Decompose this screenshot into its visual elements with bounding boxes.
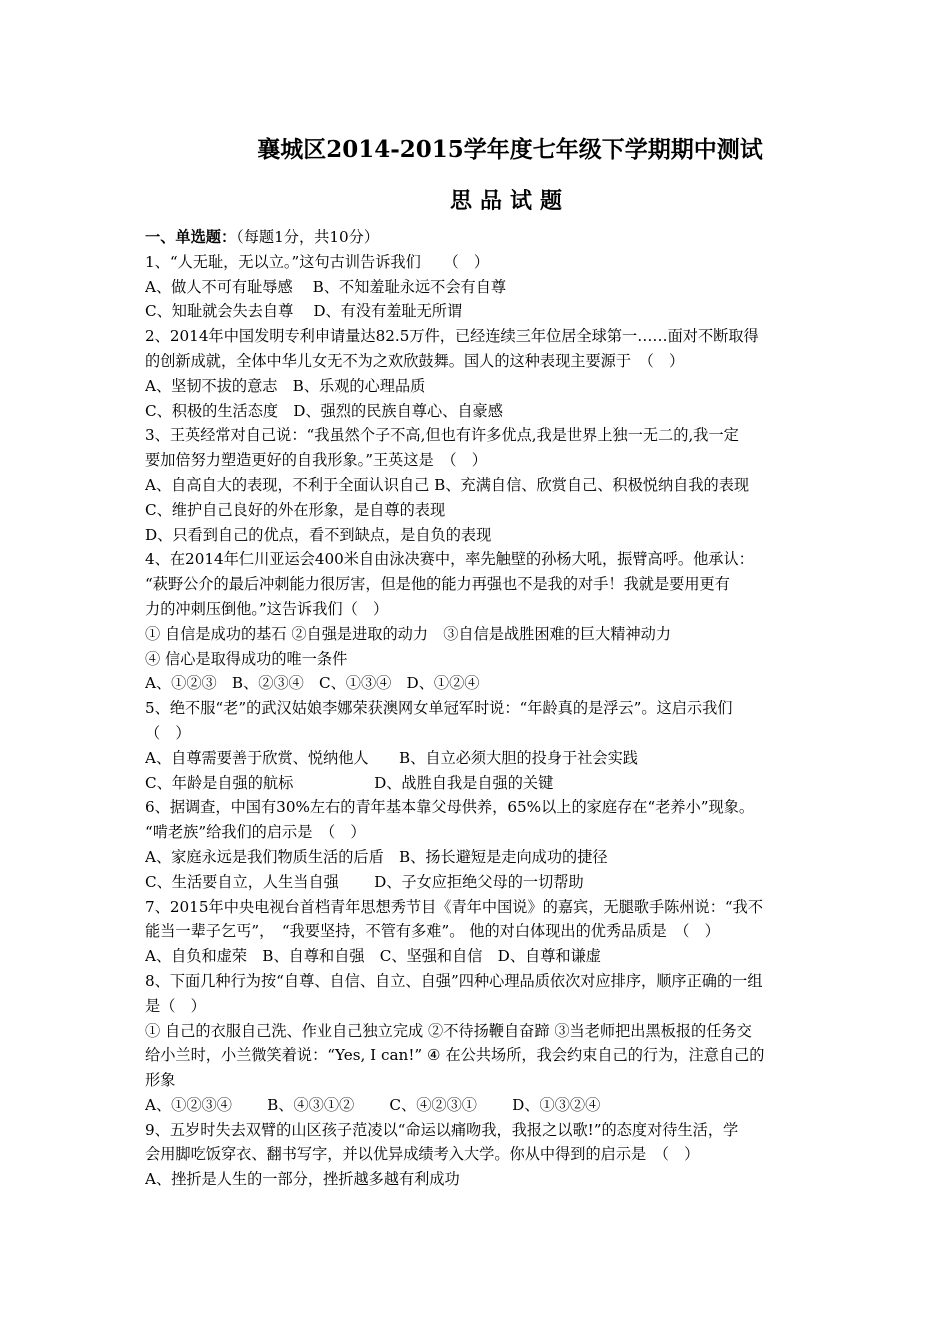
text-line: 能当一辈子乞丐”， “我要坚持，不管有多难”。 他的对白体现出的优秀品质是 （ ）	[145, 922, 720, 941]
section-heading	[145, 225, 810, 250]
text-line: “萩野公介的最后冲刺能力很厉害，但是他的能力再强也不是我的对手！我就是要用更有	[145, 575, 730, 594]
text-line: 8、下面几种行为按“自尊、自信、自立、自强”四种心理品质依次对应排序，顺序正确的一组	[145, 971, 763, 990]
text-line: 的创新成就，全体中华儿女无不为之欢欣鼓舞。国人的这种表现主要源于 （ ）	[145, 351, 685, 370]
text-line: C、维护自己良好的外在形象，是自尊的表现	[145, 500, 446, 519]
text-line: C、积极的生活态度 D、强烈的民族自尊心、自豪感	[145, 401, 503, 420]
text-line: （ ）	[145, 723, 191, 742]
text-line: A、①②③ B、②③④ C、①③④ D、①②④	[145, 674, 480, 693]
text-line: 2、2014年中国发明专利申请量达82.5万件，已经连续三年位居全球第一……面对不断取得	[145, 327, 759, 346]
text-line: A、坚韧不拔的意志 B、乐观的心理品质	[145, 376, 426, 395]
text-line: 要加倍努力塑造更好的自我形象。”王英这是 （ ）	[145, 451, 487, 470]
exam-title: 襄城区2014-2015学年度七年级下学期期中测试	[257, 136, 763, 163]
text-line: A、自尊需要善于欣赏、悦纳他人 B、自立必须大胆的投身于社会实践	[145, 748, 638, 767]
text-line: A、自负和虚荣 B、自尊和自强 C、坚强和自信 D、自尊和谦虚	[145, 947, 601, 966]
text-line: A、自高自大的表现，不利于全面认识自己 B、充满自信、欣赏自己、积极悦纳自我的表现	[145, 475, 750, 494]
text-line: 6、据调查，中国有30%左右的青年基本靠父母供养，65%以上的家庭存在“老养小”现象。	[145, 798, 755, 817]
text-line: 力的冲刺压倒他。”这告诉我们（ ）	[145, 599, 389, 618]
text-line: ① 自信是成功的基石 ②自强是进取的动力 ③自信是战胜困难的巨大精神动力	[145, 624, 672, 643]
text-line: 5、绝不服“老”的武汉姑娘李娜荣获澳网女单冠军时说：“年龄真的是浮云”。这启示我们	[145, 699, 733, 718]
text-line: 是（ ）	[145, 996, 206, 1015]
text-line: 1、“人无耻，无以立。”这句古训告诉我们 （ ）	[145, 252, 490, 271]
text-line: A、家庭永远是我们物质生活的后盾 B、扬长避短是走向成功的捷径	[145, 847, 608, 866]
section-heading-note: （每题1分，共10分）	[236, 228, 380, 246]
text-line: C、知耻就会失去自尊 D、有没有羞耻无所谓	[145, 302, 463, 321]
text-line: 7、2015年中央电视台首档青年思想秀节目《青年中国说》的嘉宾，无腿歌手陈州说：“我不	[145, 897, 764, 916]
text-line: 3、王英经常对自己说：“我虽然个子不高,但也有许多优点,我是世界上独一无二的,我一定	[145, 426, 739, 445]
text-line: A、做人不可有耻辱感 B、不知羞耻永远不会有自尊	[145, 277, 507, 296]
text-line: 会用脚吃饭穿衣、翻书写字，并以优异成绩考入大学。你从中得到的启示是 （ ）	[145, 1145, 700, 1164]
text-line: D、只看到自己的优点，看不到缺点，是自负的表现	[145, 525, 492, 544]
exam-subtitle: 思品试题	[449, 188, 570, 214]
text-line: A、①②③④ B、④③①② C、④②③① D、①③②④	[145, 1095, 601, 1114]
text-line: 9、五岁时失去双臂的山区孩子范凌以“命运以痛吻我，我报之以歌!”的态度对待生活，学	[145, 1120, 739, 1139]
text-line: 给小兰时，小兰微笑着说：“Yes, I can!” ④ 在公共场所，我会约束自己的行为，注意自己的	[145, 1046, 765, 1065]
text-line: “啃老族”给我们的启示是 （ ）	[145, 823, 366, 842]
text-line: C、年龄是自强的航标 D、战胜自我是自强的关键	[145, 773, 554, 792]
exam-content	[145, 225, 810, 1192]
text-line: 4、在2014年仁川亚运会400米自由泳决赛中，率先触壁的孙杨大吼，振臂高呼。他承认：	[145, 550, 754, 569]
text-line: ① 自己的衣服自己洗、作业自己独立完成 ②不待扬鞭自奋蹄 ③当老师把出黑板报的任务交	[145, 1021, 752, 1040]
text-line: C、生活要自立，人生当自强 D、子女应拒绝父母的一切帮助	[145, 872, 584, 891]
section-heading-label: 一、单选题：	[145, 228, 237, 246]
text-line: A、挫折是人生的一部分，挫折越多越有利成功	[145, 1170, 460, 1189]
text-line: ④ 信心是取得成功的唯一条件	[145, 649, 348, 668]
text-line: 形象	[145, 1071, 176, 1090]
